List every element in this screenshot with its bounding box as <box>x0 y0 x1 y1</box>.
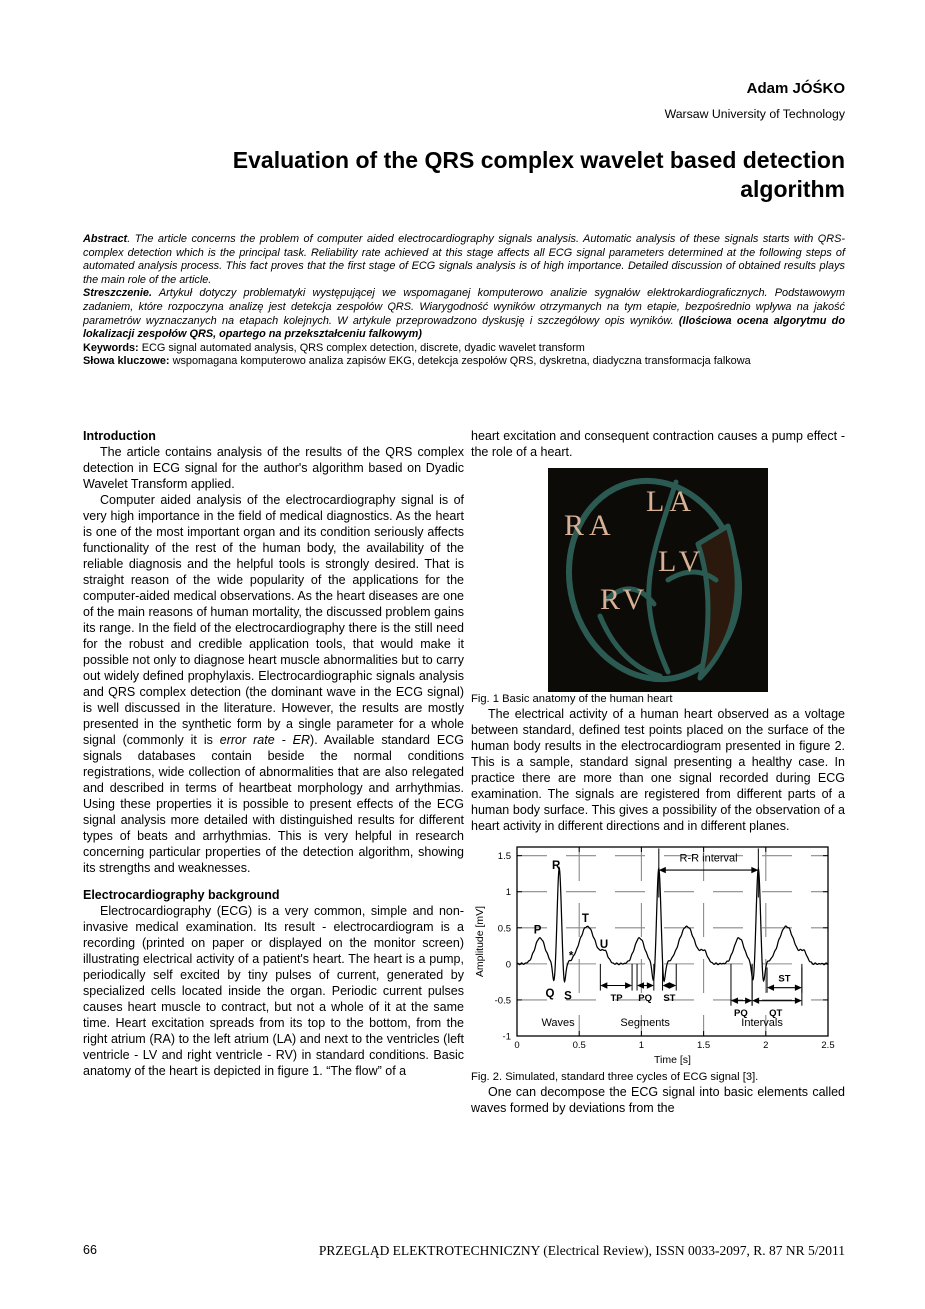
byline <box>665 80 845 121</box>
introduction-paragraph-2 <box>83 492 464 876</box>
paper-title <box>80 146 845 204</box>
decompose-paragraph: One can decompose the ECG signal into basic elements called waves formed by deviations from the <box>471 1085 845 1115</box>
svg-text:Q: Q <box>545 988 555 1001</box>
author-name: Adam JÓŚKO <box>746 80 845 97</box>
svg-text:Waves: Waves <box>541 1017 575 1030</box>
svg-text:Intervals: Intervals <box>741 1017 783 1030</box>
svg-text:0: 0 <box>514 1040 520 1051</box>
svg-text:-1: -1 <box>502 1031 511 1043</box>
abstract-paragraph <box>83 233 845 287</box>
front-matter <box>83 233 845 369</box>
introduction-paragraph-2-post: ). Available standard ECG signals databases contain beside the normal conditions registrations, wide collection of abnormalities that are also relegated and described in terms of heartbeat morphology and arrhythmias. Using these properties it is possible to present effects of the ECG signal analysis more detailed with distinguished results for different types of beats and arrhythmias. This is very helpful in research concerning particular properties of the detection algorithm, showing its strengths and weaknesses. <box>83 733 464 875</box>
svg-text:PQ: PQ <box>734 1007 748 1019</box>
svg-text:QT: QT <box>769 1007 783 1019</box>
streszczenie-label: Streszczenie. <box>83 287 153 300</box>
streszczenie-bold-tail: (Ilościowa ocena algorytmu do lokalizacji zespołów QRS, opartego na przekształceniu falkowym) <box>83 314 845 341</box>
author-affiliation: Warsaw University of Technology <box>664 107 845 121</box>
heart-label-lv: LV <box>658 545 706 578</box>
keywords-line <box>83 342 845 355</box>
streszczenie-paragraph <box>83 287 845 341</box>
svg-text:1: 1 <box>505 887 511 899</box>
background-heading: Electrocardiography background <box>83 888 280 902</box>
introduction-heading: Introduction <box>83 429 156 443</box>
right-column <box>471 428 845 1116</box>
continuation-paragraph: heart excitation and consequent contraction causes a pump effect - the role of a heart. <box>471 429 845 459</box>
figure1-heart <box>548 468 768 692</box>
streszczenie-text: Artykuł dotyczy problematyki występującej we wspomaganej komputerowo analizie sygnałów elektrokardiograficznych. Podstawowym zadaniem, które rozpoczyna analizę jest detekcja zespołów QRS. Wiarygodność wyników otrzymanych na tym etapie, bezpośrednio wpływa na jakość parametrów wyznaczanych na etapach kolejnych. W artykule przeprowadzono dyskusję i szczegółowy opis wyników. <box>83 287 845 327</box>
paper-title-line2: algorithm <box>740 176 845 202</box>
svg-text:TP: TP <box>610 992 623 1004</box>
svg-text:2.5: 2.5 <box>821 1040 835 1051</box>
heart-label-rv: RV <box>600 583 650 616</box>
svg-text:1.5: 1.5 <box>497 851 511 863</box>
svg-text:Amplitude [mV]: Amplitude [mV] <box>474 905 486 978</box>
introduction-paragraph-2-pre: Computer aided analysis of the electrocardiography signal is of very high importance in the field of medical diagnostics. As the heart is one of the most important organ and its condition seriously affects functionality of the rest of the human body, the availability of the reliable diagnosis and the helpful tools is strongly desired. That is straight reason of the wide popularity of the applications for the computer-aided medical observations. As the heart diseases are one of the main reasons of human mortality, the discussed problem gains its range. In the field of the electrocardiography there is the still need for the robust and credible application tools, that would make it possible not only to diagnose heart muscle abnormalities but to carry out widely defined prophylaxis. Electrocardiographic signals analysis and QRS complex detection (the dominant wave in the ECG signal) is well discussed in the literature. However, the results are mostly presented in the synthetic form by a single parameter for a whole signal (commonly it is <box>83 493 464 747</box>
svg-text:*: * <box>568 950 574 963</box>
introduction-paragraph-1: The article contains analysis of the results of the QRS complex detection in ECG signal for the author's algorithm based on Dyadic Wavelet Transform applied. <box>83 445 464 491</box>
keywords-label: Keywords: <box>83 341 139 354</box>
svg-text:T: T <box>581 913 589 926</box>
svg-text:-0.5: -0.5 <box>494 995 511 1007</box>
paper-title-line1: Evaluation of the QRS complex wavelet based detection <box>232 147 845 173</box>
keywords-text: ECG signal automated analysis, QRS complex detection, discrete, dyadic wavelet transform <box>138 341 585 354</box>
svg-text:0.5: 0.5 <box>572 1040 586 1051</box>
svg-text:0.5: 0.5 <box>497 923 511 935</box>
error-rate-emphasis: error rate - ER <box>219 733 311 747</box>
svg-text:U: U <box>599 939 609 952</box>
left-column <box>83 428 464 1079</box>
svg-text:1.5: 1.5 <box>696 1040 711 1051</box>
svg-text:R: R <box>552 859 561 872</box>
slowa-kluczowe-label: Słowa kluczowe: <box>83 355 170 368</box>
slowa-kluczowe-text: wspomagana komputerowo analiza zapisów EKG, detekcja zespołów QRS, dyskretna, diadyczna transformacja falkowa <box>169 355 751 368</box>
abstract-label: Abstract <box>83 233 128 245</box>
page-footer <box>83 1243 845 1263</box>
journal-line: PRZEGLĄD ELEKTROTECHNICZNY (Electrical Review), ISSN 0033-2097, R. 87 NR 5/2011 <box>318 1243 845 1258</box>
electrical-activity-paragraph: The electrical activity of a human heart observed as a voltage between standard, defined test points placed on the surface of the human body results in the electrocardiogram presented in figure 2. This is a sample, standard signal presenting a healthy case. In practice there are more than one signal recorded during ECG examination. The signals are registered from different parts of a human body surface. This gives a possibility of the observation of a heart activity in different directions and in different planes. <box>471 707 845 833</box>
slowa-kluczowe-line <box>83 355 845 368</box>
heart-label-la: LA <box>646 485 696 518</box>
ecg-plot <box>471 838 845 1070</box>
figure2-caption: Fig. 2. Simulated, standard three cycles of ECG signal [3]. <box>471 1071 759 1083</box>
svg-text:PQ: PQ <box>638 992 652 1004</box>
figure1-caption: Fig. 1 Basic anatomy of the human heart <box>471 693 673 705</box>
svg-text:S: S <box>564 990 572 1003</box>
svg-text:1: 1 <box>638 1040 645 1051</box>
svg-text:ST: ST <box>663 992 676 1004</box>
figure2-ecg <box>471 838 845 1070</box>
svg-text:P: P <box>533 924 542 937</box>
page-number: 66 <box>83 1243 97 1257</box>
svg-text:Segments: Segments <box>620 1017 670 1030</box>
heart-label-ra: RA <box>564 509 616 542</box>
svg-text:0: 0 <box>505 959 511 971</box>
background-paragraph: Electrocardiography (ECG) is a very common, simple and non-invasive medical examination. Its result - electrocardiogram is a recording (printed on paper or displayed on the monitor screen) illustrating electrical activity of a patient's heart. The heart is a pump, periodically self excited by tiny pulses of current, generated by specialized cells located inside the organ. Periodic current pulses causes heart muscle to contract, but not a whole of it at the same time. Heart excitation spreads from its top to the bottom, from the right atrium (RA) to the left atrium (LA) and next to the ventricles (left ventricle - LV and right ventricle - RV) in standard conditions. Basic anatomy of the heart is depicted in figure 1. “The flow” of a <box>83 904 464 1078</box>
svg-text:Time [s]: Time [s] <box>654 1054 691 1066</box>
svg-text:2: 2 <box>763 1040 769 1051</box>
svg-text:R-R interval: R-R interval <box>679 852 738 865</box>
abstract-text: . The article concerns the problem of computer aided electrocardiography signals analysis. Automatic analysis of these signals starts with QRS-complex detection which is the principal task. Reliability rate achieved at this stage affects all ECG signal parameters determined at the following steps of automated analysis process. This fact proves that the first stage of ECG signals analysis is of high importance. Detailed discussion of obtained results plays the main role of the article. <box>83 233 845 286</box>
svg-text:ST: ST <box>778 973 791 985</box>
